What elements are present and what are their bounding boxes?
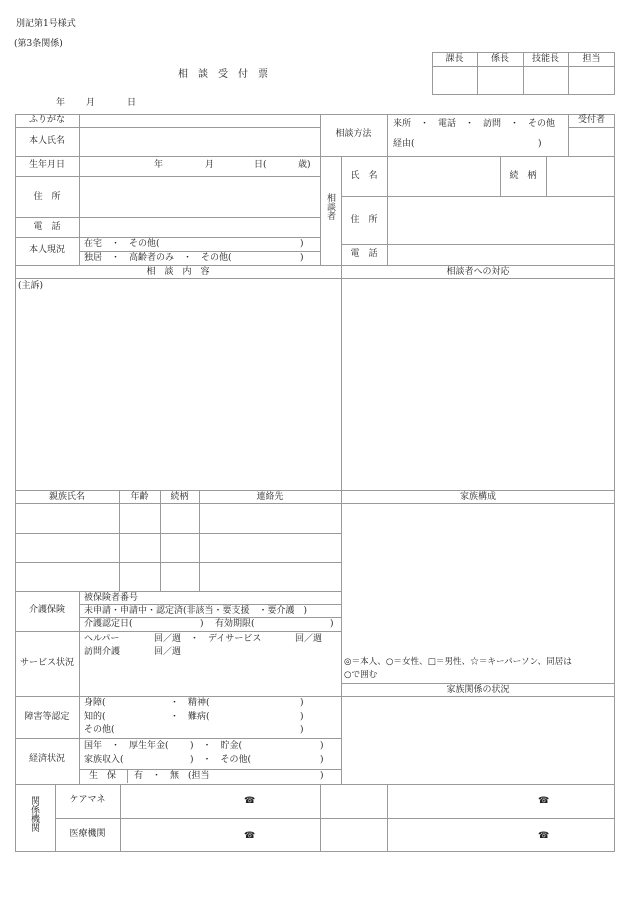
birth-year-unit: 年 bbox=[154, 160, 164, 170]
status-option-line2[interactable]: 独居 ・ 高齢者のみ ・ その他( bbox=[84, 253, 232, 263]
consultant-address-label: 住 所 bbox=[350, 215, 378, 225]
stamp-field-technical-chief[interactable] bbox=[524, 67, 568, 94]
consultation-content-header: 相 談 内 容 bbox=[146, 267, 210, 277]
economy-other-close: ) bbox=[320, 755, 324, 765]
receiver-label: 受付者 bbox=[577, 115, 605, 125]
welfare-close: ) bbox=[320, 771, 324, 781]
family-structure-header: 家族構成 bbox=[459, 492, 496, 502]
relative-row-2-contact[interactable] bbox=[200, 534, 341, 562]
stamp-field-section-chief[interactable] bbox=[433, 67, 477, 94]
birthdate-field[interactable] bbox=[80, 157, 320, 176]
relative-row-2-relation[interactable] bbox=[161, 534, 199, 562]
relative-age-header: 年齢 bbox=[130, 492, 149, 502]
subject-phone-field[interactable] bbox=[80, 218, 320, 237]
date-year-label: 年 bbox=[56, 98, 66, 108]
stamp-header-staff: 担当 bbox=[582, 54, 601, 64]
relative-row-3-name[interactable] bbox=[16, 563, 119, 591]
form-title: 相 談 受 付 票 bbox=[178, 69, 268, 80]
relative-row-3-relation[interactable] bbox=[161, 563, 199, 591]
subject-phone-label: 電 話 bbox=[33, 222, 61, 232]
status-line1-close: ) bbox=[300, 239, 304, 249]
via-label: 経由( bbox=[393, 139, 415, 149]
relative-row-3-contact[interactable] bbox=[200, 563, 341, 591]
response-header: 相談者への対応 bbox=[446, 267, 510, 277]
family-legend-line2: ○で囲む bbox=[344, 670, 378, 680]
consultant-name-field[interactable] bbox=[388, 157, 500, 196]
care-cert-date-label: 介護認定日( bbox=[84, 619, 133, 629]
medical-institution-extra-field[interactable] bbox=[321, 819, 387, 852]
relative-contact-header: 連絡先 bbox=[256, 492, 284, 502]
insured-number-label: 被保険者番号 bbox=[84, 593, 139, 603]
disability-intellectual: 知的( bbox=[84, 712, 106, 722]
disability-other-close: ) bbox=[300, 725, 304, 735]
birthdate-label: 生年月日 bbox=[28, 160, 65, 170]
family-legend-line1: ◎＝本人、○＝女性、□＝男性、☆＝キーパーソン、同居は bbox=[344, 657, 572, 667]
valid-period-close: ) bbox=[330, 619, 334, 629]
disability-physical: 身障( bbox=[84, 698, 106, 708]
response-field[interactable] bbox=[342, 279, 614, 489]
care-manager-second-field[interactable] bbox=[388, 785, 614, 818]
family-structure-diagram-area[interactable] bbox=[342, 504, 614, 654]
consultant-group-label: 相談者 bbox=[325, 193, 335, 220]
economy-savings: ) ・ 貯金( bbox=[190, 741, 243, 751]
article-reference: (第3条関係) bbox=[14, 39, 63, 49]
stamp-header-technical-chief: 技能長 bbox=[531, 54, 559, 64]
consultant-relation-label: 続 柄 bbox=[509, 171, 537, 181]
service-home-care-label: 訪問介護 bbox=[84, 647, 121, 657]
care-manager-label: ケアマネ bbox=[69, 795, 106, 805]
phone-icon: ☎ bbox=[244, 831, 256, 841]
care-status-options[interactable]: 未申請・申請中・認定済(非該当・要支援 ・要介護 ) bbox=[84, 606, 308, 616]
economy-pension: 国年 ・ 厚生年金( bbox=[84, 741, 169, 751]
relative-row-2-name[interactable] bbox=[16, 534, 119, 562]
consultant-phone-field[interactable] bbox=[388, 245, 614, 265]
stamp-header-subsection-chief: 係長 bbox=[490, 54, 509, 64]
relative-row-1-age[interactable] bbox=[120, 504, 160, 533]
stamp-field-staff[interactable] bbox=[569, 67, 614, 94]
family-relations-field[interactable] bbox=[342, 697, 614, 783]
consultant-phone-label: 電 話 bbox=[350, 249, 378, 259]
subject-address-field[interactable] bbox=[80, 177, 320, 217]
furigana-field[interactable] bbox=[80, 115, 320, 127]
consultation-method-label: 相談方法 bbox=[335, 129, 372, 139]
stamp-header-section-chief: 課長 bbox=[445, 54, 464, 64]
relative-row-3-age[interactable] bbox=[120, 563, 160, 591]
relative-name-header: 親族氏名 bbox=[48, 492, 85, 502]
subject-name-label: 本人氏名 bbox=[28, 136, 65, 146]
disability-label: 障害等認定 bbox=[24, 712, 70, 722]
complaint-label: (主訴) bbox=[18, 281, 44, 291]
phone-icon: ☎ bbox=[538, 831, 550, 841]
care-manager-name-field[interactable] bbox=[121, 785, 320, 818]
phone-icon: ☎ bbox=[538, 796, 550, 806]
status-option-line1[interactable]: 在宅 ・ その他( bbox=[84, 239, 160, 249]
service-home-care-unit: 回／週 bbox=[154, 647, 182, 657]
date-month-label: 月 bbox=[86, 98, 96, 108]
economy-savings-close: ) bbox=[320, 741, 324, 751]
welfare-options[interactable]: 有 ・ 無 (担当 bbox=[134, 771, 210, 781]
receiver-field[interactable] bbox=[569, 128, 614, 156]
form-number: 別記第1号様式 bbox=[16, 19, 76, 29]
service-helper-label: ヘルパー bbox=[84, 634, 120, 644]
disability-mental: ・ 精神( bbox=[170, 698, 210, 708]
consultant-address-field[interactable] bbox=[388, 197, 614, 244]
relative-row-1-contact[interactable] bbox=[200, 504, 341, 533]
subject-address-label: 住 所 bbox=[33, 192, 61, 202]
date-day-label: 日 bbox=[127, 98, 137, 108]
birth-month-unit: 月 bbox=[205, 160, 215, 170]
services-notes-field[interactable] bbox=[80, 660, 341, 696]
relative-row-1-relation[interactable] bbox=[161, 504, 199, 533]
economy-other: ) ・ その他( bbox=[190, 755, 252, 765]
welfare-label: 生 保 bbox=[89, 771, 117, 781]
disability-intractable: ・ 難病( bbox=[170, 712, 210, 722]
furigana-label: ふりがな bbox=[28, 115, 65, 125]
status-line2-close: ) bbox=[300, 253, 304, 263]
consultation-content-field[interactable] bbox=[16, 279, 341, 489]
phone-icon: ☎ bbox=[244, 796, 256, 806]
care-manager-extra-field[interactable] bbox=[321, 785, 387, 818]
subject-status-label: 本人現況 bbox=[28, 245, 65, 255]
relative-row-1-name[interactable] bbox=[16, 504, 119, 533]
disability-other: その他( bbox=[84, 725, 115, 735]
disability-mental-close: ) bbox=[300, 698, 304, 708]
relative-row-2-age[interactable] bbox=[120, 534, 160, 562]
relative-relation-header: 続柄 bbox=[170, 492, 189, 502]
economy-family-income: 家族収入( bbox=[84, 755, 124, 765]
via-close: ) bbox=[538, 139, 542, 149]
medical-institution-second-field[interactable] bbox=[388, 819, 614, 852]
consultant-relation-field[interactable] bbox=[547, 157, 614, 196]
services-label: サービス状況 bbox=[19, 658, 74, 668]
subject-name-field[interactable] bbox=[80, 128, 320, 156]
care-cert-date-close: ) bbox=[200, 619, 204, 629]
disability-intractable-close: ) bbox=[300, 712, 304, 722]
service-day-service-label: 回／週 ・ デイサービス bbox=[154, 634, 262, 644]
valid-period-label: 有効期限( bbox=[215, 619, 255, 629]
age-unit: 歳) bbox=[298, 160, 311, 170]
service-day-service-unit: 回／週 bbox=[295, 634, 323, 644]
related-agencies-label: 関係機関 bbox=[29, 796, 39, 832]
birth-day-unit: 日( bbox=[254, 160, 267, 170]
family-relations-header: 家族関係の状況 bbox=[446, 685, 510, 695]
care-insurance-label: 介護保険 bbox=[28, 605, 65, 615]
medical-institution-name-field[interactable] bbox=[121, 819, 320, 852]
consultant-name-label: 氏 名 bbox=[350, 171, 378, 181]
economy-label: 経済状況 bbox=[28, 754, 65, 764]
consultation-method-options[interactable]: 来所 ・ 電話 ・ 訪問 ・ その他 bbox=[393, 119, 556, 129]
stamp-field-subsection-chief[interactable] bbox=[478, 67, 523, 94]
medical-institution-label: 医療機関 bbox=[69, 829, 106, 839]
